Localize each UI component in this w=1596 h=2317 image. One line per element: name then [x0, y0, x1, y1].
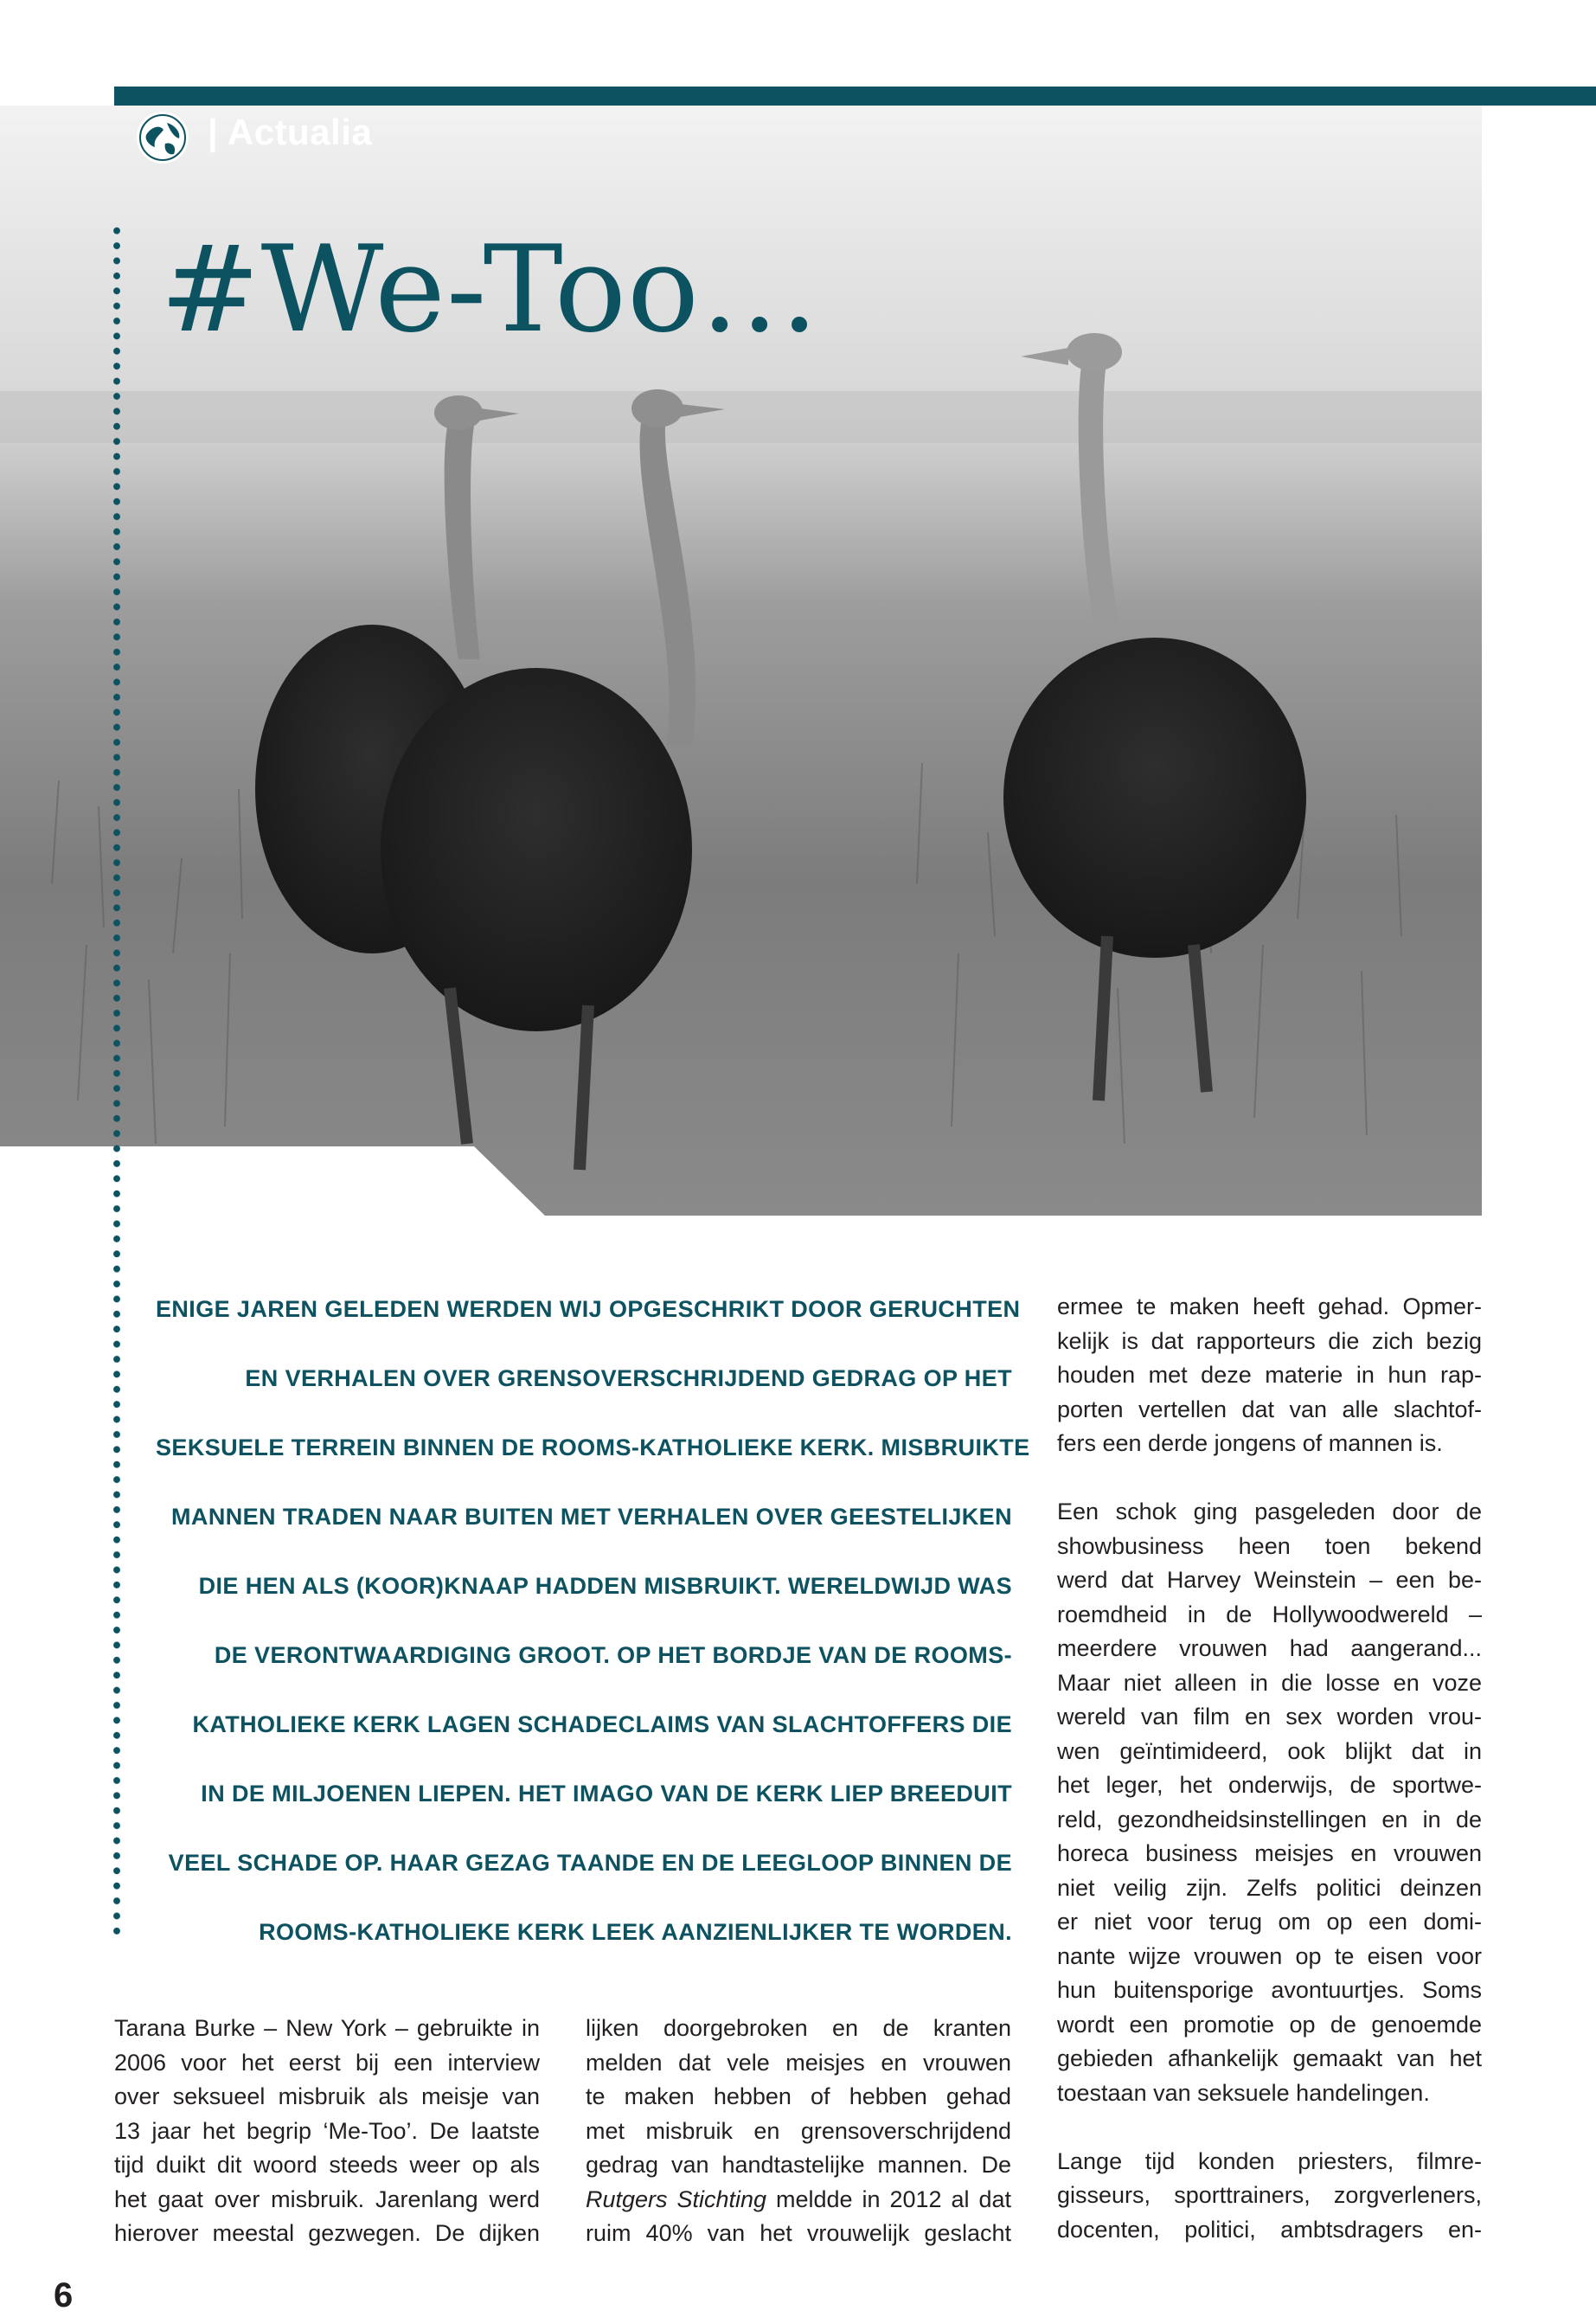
body-line: over seksueel misbruik als meisje van [114, 2083, 540, 2109]
body-line: kelijk is dat rapporteurs die zich bezig [1057, 1327, 1482, 1354]
body-line [586, 2183, 1011, 2218]
page-number: 6 [54, 2276, 74, 2314]
body-line: showbusiness heen toen bekend [1057, 1532, 1482, 1559]
body-line: Een schok ging pasgeleden door de [1057, 1499, 1482, 1524]
intro-line: ENIGE JAREN GELEDEN WERDEN WIJ OPGESCHRIKT DOOR GERUCHTEN [156, 1296, 1021, 1322]
body-line: docenten, politici, ambtsdragers en- [1057, 2216, 1482, 2243]
body-line-rest: meldde in 2012 al dat [766, 2185, 1011, 2212]
body-line: porten vertellen dat van alle slachtof- [1057, 1396, 1482, 1422]
body-line: niet veilig zijn. Zelfs politici deinzen [1057, 1874, 1482, 1901]
body-line: het gaat over misbruik. Jarenlang werd [114, 2185, 540, 2212]
body-line: lijken doorgebroken en de kranten [586, 2015, 1011, 2041]
body-line: gedrag van handtastelijke mannen. De [586, 2152, 1011, 2178]
body-line: gebieden afhankelijk gemaakt van het [1057, 2045, 1482, 2071]
body-line: 13 jaar het begrip ‘Me-Too’. De laatste [114, 2117, 540, 2144]
body-line: wereld van film en sex worden vrou- [1057, 1704, 1482, 1730]
section-label: | Actualia [208, 112, 373, 152]
intro-line: DIE HEN ALS (KOOR)KNAAP HADDEN MISBRUIKT. WERELDWIJD WAS [198, 1573, 1012, 1599]
body-line: hun buitensporige avontuurtjes. Soms [1057, 1977, 1482, 2003]
body-line: met misbruik en grensoverschrijdend [586, 2117, 1011, 2144]
body-line: fers een derde jongens of mannen is. [1057, 1430, 1443, 1456]
intro-line: MANNEN TRADEN NAAR BUITEN MET VERHALEN OVER GEESTELIJKEN [171, 1504, 1012, 1530]
body-line: nante wijze vrouwen op te eisen voor [1057, 1942, 1482, 1969]
body-line: houden met deze materie in hun rap- [1057, 1362, 1482, 1388]
body-line: Lange tijd konden priesters, filmre- [1057, 2147, 1482, 2174]
intro-line: SEKSUELE TERREIN BINNEN DE ROOMS-KATHOLIEKE KERK. MISBRUIKTE [156, 1434, 1030, 1460]
body-column-3 [1057, 1290, 1482, 2247]
body-line: roemdheid in de Hollywoodwereld – [1057, 1601, 1482, 1627]
body-column-2 [586, 2012, 1011, 2251]
header-rule [796, 87, 1596, 106]
body-line: toestaan van seksuele handelingen. [1057, 2079, 1430, 2106]
article-title: #We-Too… [160, 220, 821, 359]
body-line: wen geïntimideerd, ook blijkt dat in [1057, 1737, 1482, 1764]
intro-line: ROOMS-KATHOLIEKE KERK LEEK AANZIENLIJKER TE WORDEN. [259, 1919, 1012, 1945]
intro-line: EN VERHALEN OVER GRENSOVERSCHRIJDEND GEDRAG OP HET [245, 1365, 1012, 1391]
body-line: meerdere vrouwen had aangerand... [1057, 1635, 1482, 1661]
body-line: werd dat Harvey Weinstein – een be- [1057, 1567, 1482, 1593]
intro-line: IN DE MILJOENEN LIEPEN. HET IMAGO VAN DE KERK LIEP BREEDUIT [201, 1781, 1012, 1807]
rutgers-stichting-italic: Rutgers Stichting [586, 2185, 767, 2212]
intro-line: DE VERONTWAARDIGING GROOT. OP HET BORDJE VAN DE ROOMS- [214, 1642, 1012, 1668]
body-line: horeca business meisjes en vrouwen [1057, 1840, 1482, 1866]
body-line: gisseurs, sporttrainers, zorgverleners, [1057, 2182, 1482, 2208]
body-line: Tarana Burke – New York – gebruikte in [114, 2015, 540, 2041]
body-line: het leger, het onderwijs, de sportwe- [1057, 1772, 1482, 1798]
intro-line: KATHOLIEKE KERK LAGEN SCHADECLAIMS VAN SLACHTOFFERS DIE [192, 1711, 1012, 1737]
body-line: reld, gezondheidsinstellingen en in de [1057, 1806, 1482, 1832]
body-line: Maar niet alleen in die losse en voze [1057, 1669, 1482, 1696]
body-line: hierover meestal gezwegen. De dijken [114, 2220, 540, 2246]
article-intro [156, 1287, 1030, 1980]
globe-icon [134, 109, 191, 166]
body-line: te maken hebben of hebben gehad [586, 2083, 1011, 2109]
body-column-1 [114, 2012, 540, 2251]
dotted-rule [112, 223, 121, 1936]
body-line: ruim 40% van het vrouwelijk geslacht [586, 2220, 1011, 2246]
body-line: ermee te maken heeft gehad. Opmer- [1057, 1293, 1482, 1319]
body-line: 2006 voor het eerst bij een interview [114, 2049, 540, 2076]
body-line: er niet voor terug om op een domi- [1057, 1909, 1482, 1935]
body-line: wordt een promotie op de genoemde [1057, 2011, 1482, 2038]
body-line: melden dat vele meisjes en vrouwen [586, 2049, 1011, 2076]
body-line: tijd duikt dit woord steeds weer op als [114, 2152, 540, 2178]
intro-line: VEEL SCHADE OP. HAAR GEZAG TAANDE EN DE LEEGLOOP BINNEN DE [168, 1850, 1012, 1876]
